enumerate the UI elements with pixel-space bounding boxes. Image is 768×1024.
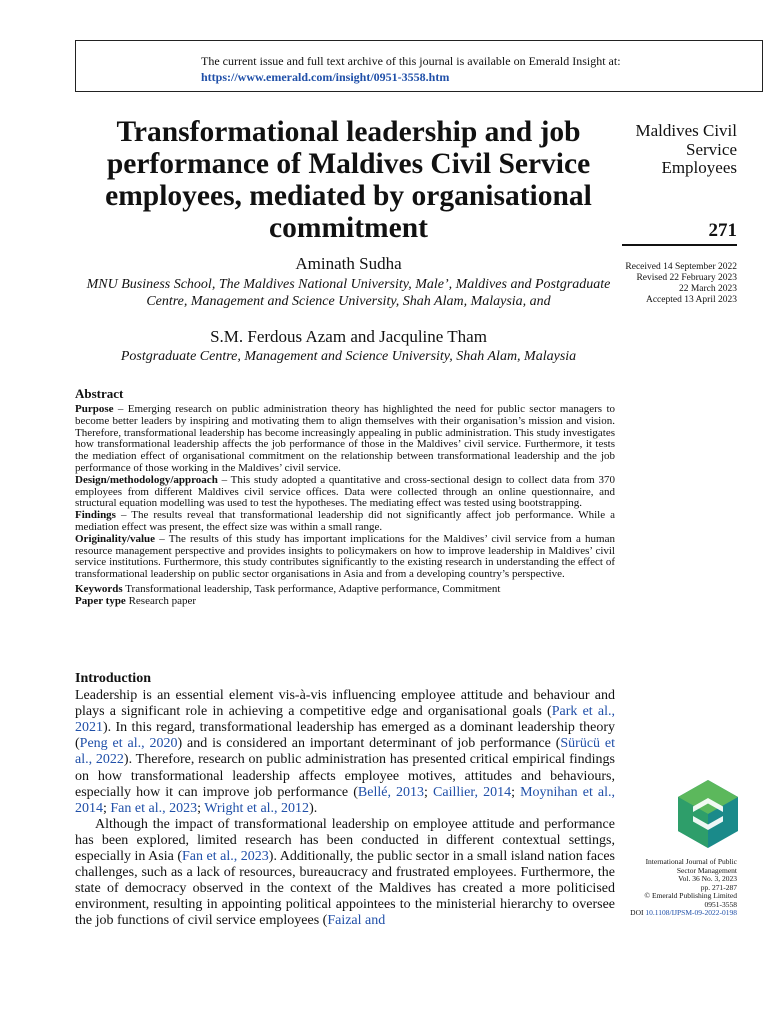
body-text: Leadership is an essential element vis-à-vis influencing employee attitude and behaviour and plays a significant role in achieving a competitive edge and organisational goals ( bbox=[75, 688, 615, 720]
citation-link[interactable]: Fan et al., 2023 bbox=[182, 849, 269, 865]
abstract-section: Purpose – Emerging research on public administration theory has highlighted the need for public sector managers to become better leaders by inspiring and motivating them to align themselves with their organisation’s mission and vision. Therefore, transformational leadership has become increasingly appealing in public administration. This study investigates how transformational leadership affects the job performance of those in the Maldives’ civil service. Furthermore, it tests the mediation effect of organisational commitment on the relationship between transformational leadership and the job performance of those working in the Maldives’ civil service. bbox=[75, 403, 615, 474]
keywords: Keywords Transformational leadership, Task performance, Adaptive performance, Commitment bbox=[75, 582, 501, 595]
abstract bbox=[75, 386, 615, 608]
running-head: Maldives Civil Service Employees bbox=[635, 121, 737, 177]
abstract-section: Design/methodology/approach – This study adopted a quantitative and cross-sectional design to collect data from 370 employees from different Maldives civil service offices. Data were collected through an online questionnaire, and structural equation modelling was used to test the hypotheses. The mediating effect was tested using bootstrapping. bbox=[75, 473, 615, 510]
citation-link[interactable]: Bellé, 2013 bbox=[357, 784, 425, 800]
abstract-section: Originality/value – The results of this study has important implications for the Maldives’ civil service from a human resource management perspective and provides insights to policymakers on how to improve leadership in Maldives’ civil service institutions. Furthermore, this study contributes significantly to the existing research in understanding the effect of transformational leadership on public sector organisations in Asia and from a developing country’s perspective. bbox=[75, 532, 615, 581]
doi-link[interactable]: 10.1108/IJPSM-09-2022-0198 bbox=[645, 908, 737, 917]
doi: DOI 10.1108/IJPSM-09-2022-0198 bbox=[630, 908, 737, 917]
citation-link[interactable]: Park et al., 2021 bbox=[75, 704, 615, 736]
citation-link[interactable]: Wright et al., 2012 bbox=[204, 800, 310, 816]
citation-link[interactable]: Faizal and bbox=[327, 913, 386, 929]
page-number: 271 bbox=[708, 220, 737, 241]
body-text: ). In this regard, transformational leadership has emerged as a dominant leadership theory ( bbox=[75, 720, 615, 752]
banner-text: The current issue and full text archive of this journal is available on Emerald Insight at: bbox=[201, 54, 621, 68]
body-paragraph bbox=[75, 688, 615, 817]
body-text: ) and is considered an important determinant of job performance ( bbox=[177, 736, 561, 752]
citation-link[interactable]: Caillier, 2014 bbox=[433, 784, 512, 800]
body-text: ). Therefore, research on public administration has presented critical empirical findings on how transformational leadership affects employee motives, attitudes and behaviours, especially how it can improve job performance ( bbox=[75, 752, 615, 800]
section-heading: Introduction bbox=[75, 671, 151, 686]
submission-dates: Received 14 September 2022 Revised 22 February 2023 22 March 2023 Accepted 13 April 2023 bbox=[625, 262, 737, 305]
body-text: ; bbox=[424, 784, 434, 800]
journal-banner bbox=[75, 40, 763, 92]
author-name: Aminath Sudha bbox=[295, 254, 402, 273]
body-text: ). Additionally, the public sector in a small island nation faces challenges, such as a lack of resources, bureaucracy and frustrated employees. Furthermore, the state of democracy observed in the context of the Maldives has created a more politicised environment, resulting in appointing political appointees to the ministerial hierarchy to oversee the job functions of civil service employees ( bbox=[75, 849, 615, 929]
body-text: Although the impact of transformational leadership on employee attitude and performance has been explored, limited research has been conducted in different contextual settings, especially in Asia ( bbox=[75, 816, 615, 865]
banner-url-link[interactable]: https://www.emerald.com/insight/0951-3558.htm bbox=[201, 70, 450, 84]
citation-link[interactable]: Peng et al., 2020 bbox=[79, 736, 178, 752]
emerald-logo-icon bbox=[676, 778, 740, 850]
journal-info: International Journal of Public Sector Management Vol. 36 No. 3, 2023 pp. 271-287 © Emerald Publishing Limited 0951-3558 DOI 10.1108/IJPSM-09-2022-0198 bbox=[587, 858, 737, 918]
body-text: ; bbox=[511, 784, 521, 800]
body-text: ; bbox=[197, 800, 205, 816]
body-text: ). bbox=[309, 800, 318, 816]
body-text: ; bbox=[103, 800, 111, 816]
citation-link[interactable]: Sürücü et al., 2022 bbox=[75, 736, 615, 768]
author-affiliation: Postgraduate Centre, Management and Science University, Shah Alam, Malaysia bbox=[120, 349, 577, 364]
abstract-heading: Abstract bbox=[75, 386, 124, 401]
article-body bbox=[75, 671, 615, 930]
divider bbox=[622, 244, 737, 246]
citation-link[interactable]: Fan et al., 2023 bbox=[110, 800, 198, 816]
body-paragraph bbox=[75, 817, 615, 930]
paper-type: Paper type Research paper bbox=[75, 594, 197, 607]
author-affiliation: MNU Business School, The Maldives National University, Male’, Maldives and Postgraduate Centre, Management and Science University, Shah Alam, Malaysia, and bbox=[86, 277, 611, 309]
article-title: Transformational leadership and job performance of Maldives Civil Service employees, mediated by organisational commitment bbox=[105, 116, 592, 244]
abstract-section: Findings – The results reveal that transformational leadership did not significantly affect job performance. While a mediation effect was present, the effect size was within a small range. bbox=[75, 509, 615, 533]
author-name: S.M. Ferdous Azam and Jacquline Tham bbox=[210, 327, 487, 346]
citation-link[interactable]: Moynihan et al., 2014 bbox=[75, 784, 616, 816]
